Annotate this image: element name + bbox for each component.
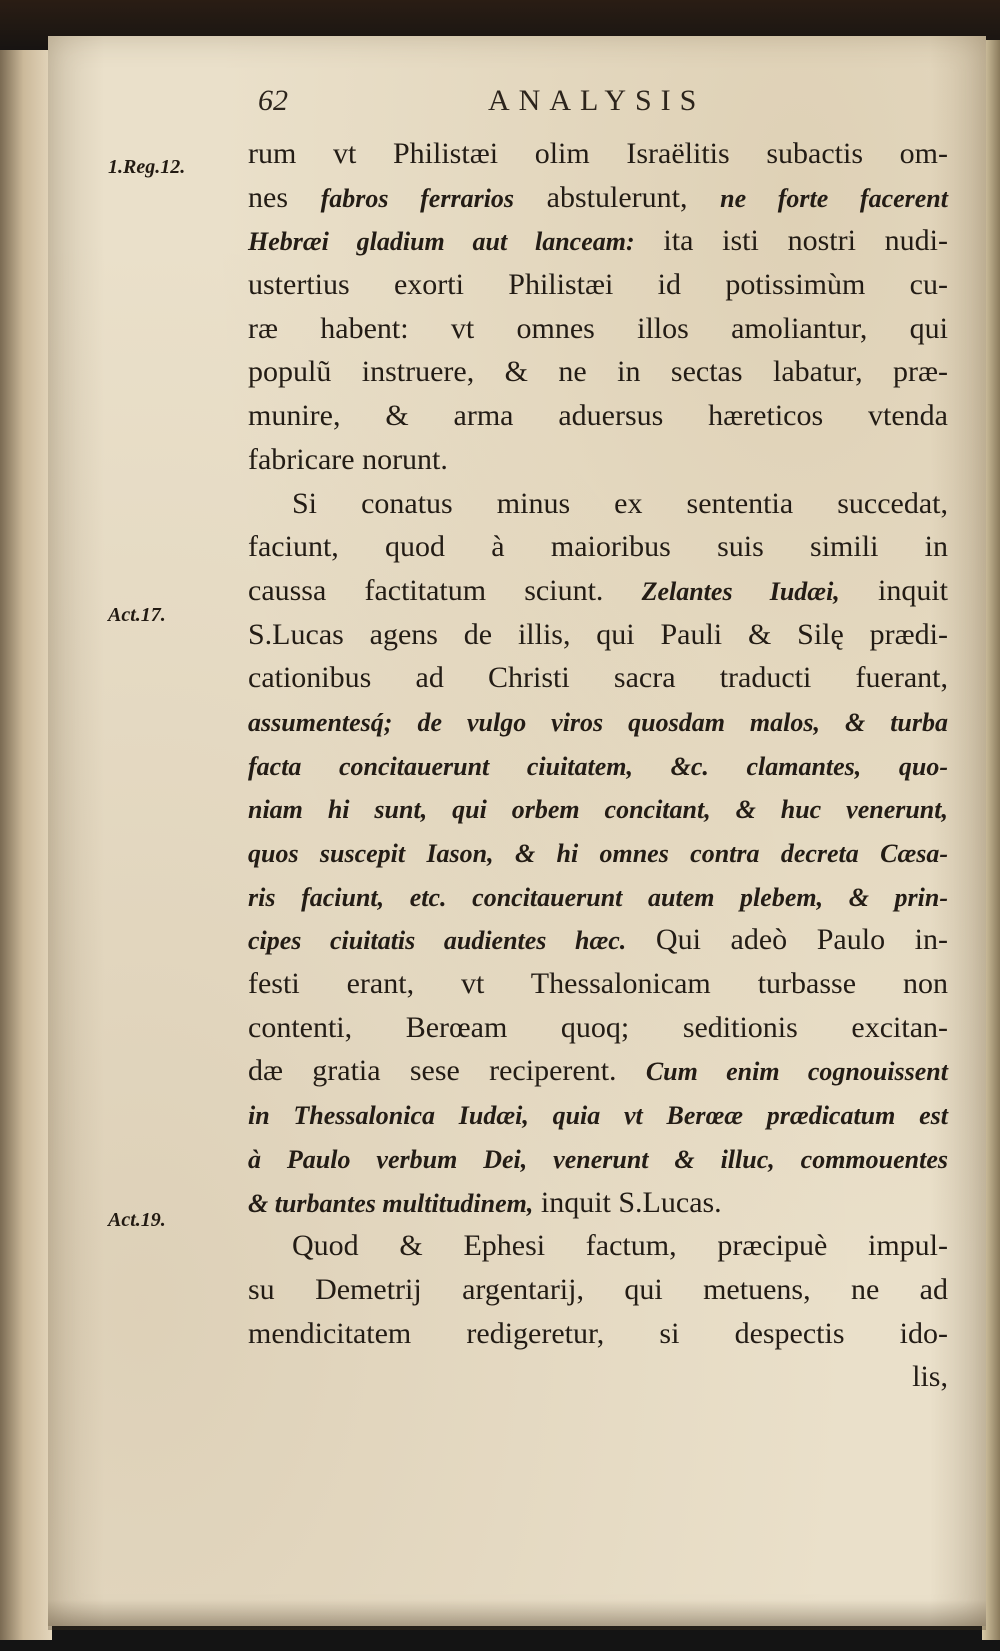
text-line — [248, 1268, 948, 1312]
text-line — [248, 918, 948, 962]
text-segment: inquit — [839, 573, 948, 607]
text-segment: fabricare norunt. — [248, 442, 448, 476]
italic-text-segment: assumentesq́; de vulgo viros quosdam malos, & turba — [248, 707, 948, 737]
text-segment: su Demetrij argentarij, qui metuens, ne ad — [248, 1272, 948, 1306]
margin-note-reg: 1.Reg.12. — [108, 156, 186, 178]
running-head — [258, 84, 778, 128]
italic-text-segment: & turbantes multitudinem, — [248, 1188, 534, 1218]
book-page — [48, 36, 986, 1626]
text-line — [248, 569, 948, 613]
text-segment: munire, & arma aduersus hæreticos vtenda — [248, 399, 948, 433]
text-line — [248, 700, 948, 744]
text-line — [248, 1006, 948, 1050]
italic-text-segment: facta concitauerunt ciuitatem, &c. clamantes, quo- — [248, 751, 948, 781]
italic-text-segment: ris faciunt, etc. concitauerunt autem plebem, & prin- — [248, 882, 948, 912]
italic-text-segment: Zelantes Iudæi, — [641, 576, 840, 606]
italic-text-segment: in Thessalonica Iudæi, quia vt Berœæ prædicatum est — [248, 1101, 948, 1131]
running-title: ANALYSIS — [488, 84, 706, 117]
page-number: 62 — [258, 84, 288, 117]
text-line — [248, 831, 948, 875]
text-line — [248, 307, 948, 351]
text-segment: contenti, Berœam quoq; seditionis excitan- — [248, 1010, 948, 1044]
text-segment: faciunt, quod à maioribus suis simili in — [248, 530, 948, 564]
text-line — [248, 176, 948, 220]
text-line — [248, 875, 948, 919]
text-line — [248, 787, 948, 831]
text-line — [248, 1049, 948, 1093]
text-segment: ita isti nostri nudi- — [634, 224, 949, 258]
body-text — [248, 132, 948, 1399]
text-line — [248, 744, 948, 788]
text-line — [248, 613, 948, 657]
text-line — [248, 1093, 948, 1137]
text-segment: mendicitatem redigeretur, si despectis ido- — [248, 1316, 948, 1350]
text-segment: inquit S.Lucas. — [533, 1185, 722, 1219]
text-segment: abstulerunt, — [514, 180, 721, 214]
text-segment: populũ instruere, & ne in sectas labatur, præ- — [248, 355, 948, 389]
text-line — [248, 482, 948, 526]
page-shadow — [48, 1600, 986, 1630]
text-line — [248, 263, 948, 307]
text-line — [248, 394, 948, 438]
text-segment: Qui adeò Paulo in- — [626, 923, 949, 957]
italic-text-segment: niam hi sunt, qui orbem concitant, & huc venerunt, — [248, 795, 948, 825]
text-segment: cationibus ad Christi sacra traducti fuerant, — [248, 661, 948, 695]
text-line — [248, 656, 948, 700]
text-segment: rum vt Philistæi olim Israëlitis subactis om- — [248, 137, 948, 170]
text-segment: nes — [248, 180, 321, 214]
text-segment: dæ gratia sese reciperent. — [248, 1054, 646, 1088]
text-segment: lis, — [912, 1360, 948, 1394]
italic-text-segment: Hebræi gladium aut lanceam: — [248, 227, 635, 257]
text-segment: festi erant, vt Thessalonicam turbasse non — [248, 967, 948, 1001]
text-line — [248, 1355, 948, 1399]
text-line — [248, 525, 948, 569]
text-segment: caussa factitatum sciunt. — [248, 573, 642, 607]
italic-text-segment: fabros ferrarios — [320, 183, 515, 213]
italic-text-segment: cipes ciuitatis audientes hæc. — [248, 926, 627, 956]
text-line — [248, 219, 948, 263]
italic-text-segment: à Paulo verbum Dei, venerunt & illuc, commouentes — [248, 1144, 948, 1174]
text-segment: ræ habent: vt omnes illos amoliantur, qui — [248, 311, 948, 345]
text-segment: S.Lucas agens de illis, qui Pauli & Silę prædi- — [248, 617, 948, 651]
italic-text-segment: quos suscepit Iason, & hi omnes contra decreta Cæsa- — [248, 839, 948, 868]
text-line — [248, 1312, 948, 1356]
margin-note-act19: Act.19. — [108, 1209, 166, 1231]
italic-text-segment: Cum enim cognouissent — [645, 1057, 948, 1087]
text-line — [248, 350, 948, 394]
margin-note-act17: Act.17. — [108, 604, 166, 626]
text-segment: Si conatus minus ex sententia succedat, — [292, 486, 948, 520]
text-line — [248, 438, 948, 482]
text-line — [248, 132, 948, 176]
stacked-page-edges — [0, 50, 52, 1640]
text-line — [248, 962, 948, 1006]
text-segment: ustertius exorti Philistæi id potissimùm cu- — [248, 268, 948, 302]
text-segment: Quod & Ephesi factum, præcipuè impul- — [292, 1229, 948, 1263]
text-line — [248, 1137, 948, 1181]
text-line — [248, 1224, 948, 1268]
italic-text-segment: ne forte facerent — [720, 183, 948, 213]
text-line — [248, 1181, 948, 1225]
